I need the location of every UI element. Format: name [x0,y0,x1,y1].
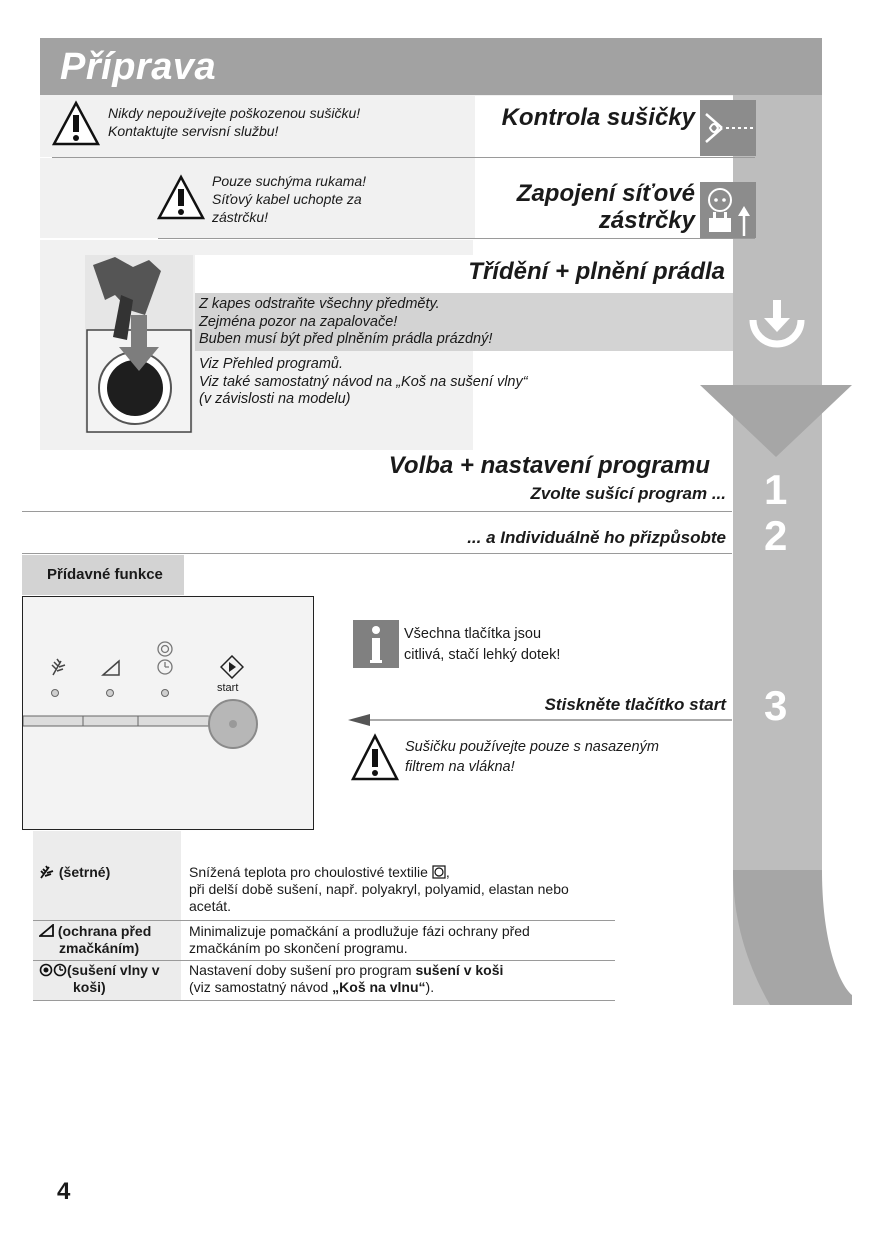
plug-warning: Pouze suchýma rukama! Síťový kabel uchopte za zástrčku! [212,173,367,225]
table-row: (sušení vlny v koši) Nastavení doby sušení pro program sušení v koši (viz samostatný návod „Koš na vlnu“). [33,961,615,1001]
program-heading: Volba + nastavení programu [388,452,710,479]
check-warning: Nikdy nepoužívejte poškozenou sušičku! Kontaktujte servisní službu! [108,105,361,139]
control-panel [22,596,314,830]
warning-icon [157,174,205,220]
extra-functions-tab: Přídavné funkce [47,566,163,583]
check-heading: Kontrola sušičky [501,104,695,131]
filter-warning: Sušičku používejte pouze s nasazeným filtrem na vlákna! [405,739,659,775]
sort-note: Z kapes odstraňte všechny předměty. Zejména pozor na zapalovače! Buben musí být před plněním prádla prázdný! [199,296,493,347]
crease-guard-icon[interactable] [101,659,121,677]
page-title: Příprava [60,46,217,88]
step2-text: ... a Individuálně ho přizpůsobte [467,528,726,547]
sort-info: Viz Přehled programů. Viz také samostatný návod na „Koš na sušení vlny“ (v závislosti na modelu) [199,356,528,407]
crease-guard-icon [39,924,54,937]
step-number-3: 3 [764,682,788,729]
wool-basket-icon[interactable] [155,641,175,677]
step1-text: Zvolte sušící program ... [530,484,726,503]
step-number-2: 2 [764,512,788,559]
start-label: start [217,682,239,694]
start-icon[interactable] [220,655,244,679]
start-instruction: Stiskněte tlačítko start [544,695,726,714]
plug-icon [700,182,756,238]
warning-icon [351,733,399,781]
page-header [40,38,822,95]
info-text: Všechna tlačítka jsou citlivá, stačí lehký dotek! [404,626,561,663]
gentle-icon[interactable] [49,657,69,677]
gentle-icon [39,865,55,879]
step-number-1: 1 [764,466,788,513]
laundry-illustration [85,255,193,433]
table-row: (ochrana před zmačkáním) Minimalizuje pomačkání a prodlužuje fázi ochrany před zmačkáním po skončení programu. [33,921,615,961]
sort-heading: Třídění + plnění prádla [468,258,725,285]
eye-icon [700,100,756,156]
delicate-care-icon [432,865,446,879]
load-arrow-icon [748,298,806,350]
table-row: (šetrné) Snížená teplota pro choulostivé textilie , při delší době sušení, např. polyakryl, polyamid, elastan nebo acetát. [33,831,615,921]
plug-heading: Zapojení síťové zástrčky [516,180,695,234]
start-pointer-arrow [348,713,732,727]
wool-basket-icon [39,963,67,977]
info-icon [353,620,399,668]
warning-icon [52,100,100,146]
page-number: 4 [57,1178,71,1205]
